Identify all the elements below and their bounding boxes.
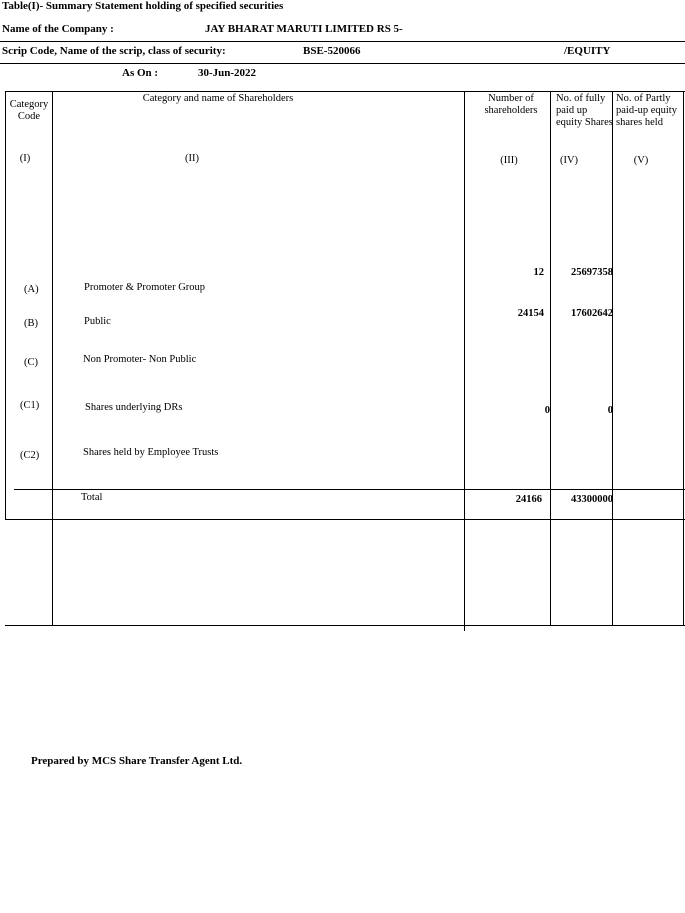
prepared-by: Prepared by MCS Share Transfer Agent Ltd. (31, 755, 243, 767)
column-divider (52, 91, 53, 625)
divider (0, 63, 685, 64)
as-on-date: 30-Jun-2022 (198, 67, 257, 79)
total-fully-paid: 43300000 (571, 494, 613, 505)
table-left-border (5, 91, 6, 519)
total-top-border (14, 489, 685, 490)
security-class: /EQUITY (564, 45, 611, 57)
as-on-label: As On : (122, 67, 159, 79)
row-shareholders: 0 (544, 405, 550, 416)
row-fully-paid: 0 (607, 405, 613, 416)
col-roman: (V) (633, 155, 649, 166)
column-divider (683, 91, 684, 625)
row-code: (B) (24, 318, 38, 329)
row-code: (C2) (20, 450, 40, 461)
row-shareholders: 12 (533, 267, 544, 278)
company-name: JAY BHARAT MARUTI LIMITED RS 5- (205, 23, 403, 35)
row-name: Shares underlying DRs (85, 402, 183, 413)
column-divider (550, 91, 551, 625)
row-code: (A) (24, 284, 39, 295)
col-roman: (II) (185, 153, 199, 164)
total-bottom-border (5, 519, 685, 520)
total-shareholders: 24166 (515, 494, 542, 505)
col-header-shareholders: Number of shareholders (484, 93, 538, 116)
row-name: Non Promoter- Non Public (83, 354, 197, 365)
col-header-category-code: Category Code (9, 99, 49, 122)
row-shareholders: 24154 (517, 308, 544, 319)
col-roman: (I) (19, 153, 31, 164)
row-name: Public (84, 316, 111, 327)
col-roman: (III) (500, 155, 518, 166)
column-divider (464, 91, 465, 631)
col-header-fully-paid: No. of fully paid up equity Shares (556, 93, 613, 128)
column-divider (612, 91, 613, 625)
row-code: (C) (24, 357, 38, 368)
table-title: Table(I)- Summary Statement holding of specified securities (2, 0, 284, 12)
col-header-partly-paid: No. of Partly paid-up equity shares held (616, 93, 677, 128)
divider (0, 41, 685, 42)
col-header-category-name: Category and name of Shareholders (142, 93, 294, 104)
row-fully-paid: 25697358 (571, 267, 613, 278)
total-label: Total (81, 492, 103, 503)
row-code: (C1) (20, 400, 40, 411)
row-fully-paid: 17602642 (571, 308, 613, 319)
table-top-border (5, 91, 685, 92)
row-name: Shares held by Employee Trusts (83, 447, 219, 458)
company-label: Name of the Company : (2, 23, 114, 35)
col-roman: (IV) (559, 155, 579, 166)
scrip-code: BSE-520066 (303, 45, 361, 57)
row-name: Promoter & Promoter Group (84, 282, 206, 293)
table-bottom-border (5, 625, 685, 626)
scrip-label: Scrip Code, Name of the scrip, class of security: (2, 45, 226, 57)
